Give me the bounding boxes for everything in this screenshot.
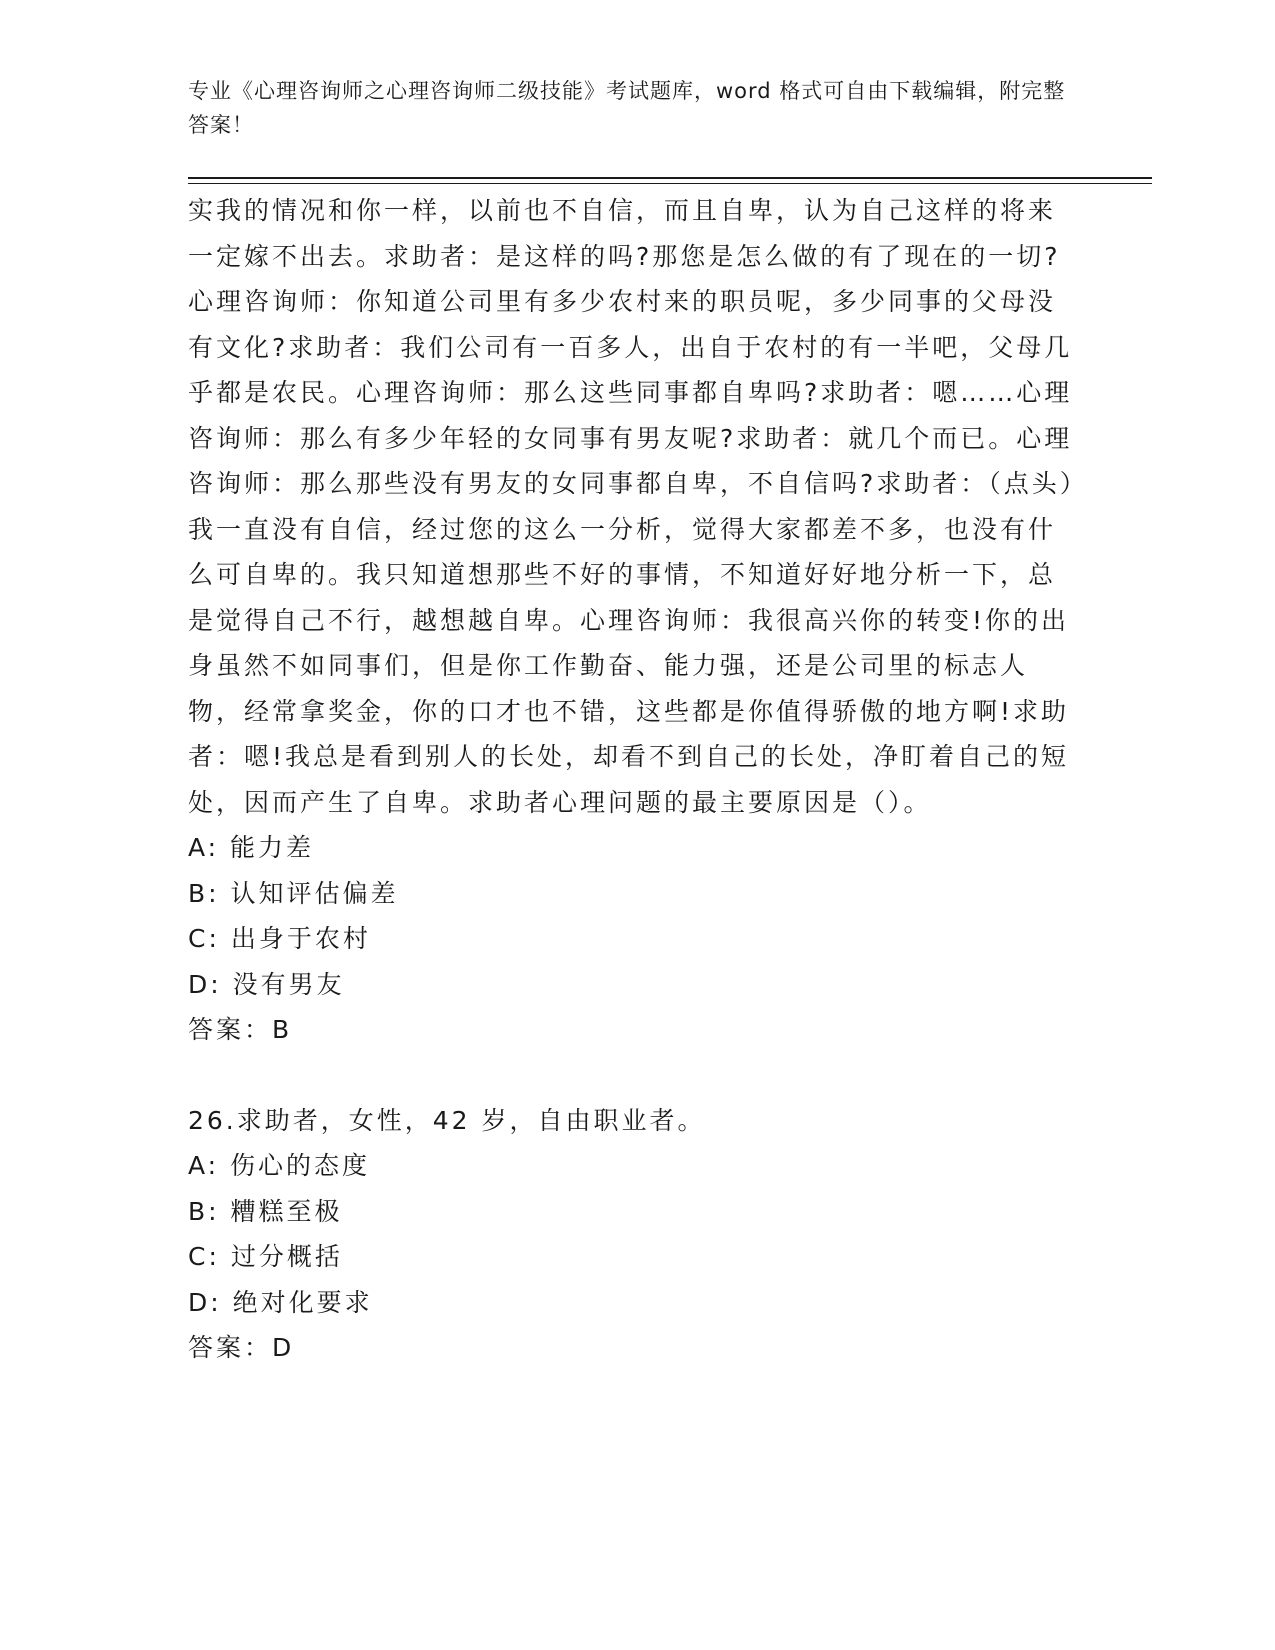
question-26-option-b: B: 糟糕至极 (188, 1196, 343, 1226)
document-header: 专业《心理咨询师之心理咨询师二级技能》考试题库，word 格式可自由下载编辑，附完整答案！ (188, 79, 1066, 137)
question-26-option-d: D: 绝对化要求 (188, 1287, 373, 1317)
question-25-option-d: D: 没有男友 (188, 969, 345, 999)
question-25-option-c: C: 出身于农村 (188, 924, 371, 953)
header-divider-thick (188, 177, 1152, 179)
question-spacer (188, 1053, 1076, 1098)
question-26-option-a: A: 伤心的态度 (188, 1151, 371, 1180)
question-26-option-c: C: 过分概括 (188, 1242, 343, 1271)
question-25-stem: 实我的情况和你一样，以前也不自信，而且自卑，认为自己这样的将来一定嫁不出去。求助者：是这样的吗?那您是怎么做的有了现在的一切?心理咨询师：你知道公司里有多少农村来的职员呢，多少同事的父母没有文化?求助者：我们公司有一百多人，出自于农村的有一半吧，父母几乎都是农民。心理咨询师：那么这些同事都自卑吗?求助者：嗯……心理咨询师：那么有多少年轻的女同事有男友呢?求助者：就几个而已。心理咨询师：那么那些没有男友的女同事都自卑，不自信吗?求助者：（点头）我一直没有自信，经过您的这么一分析，觉得大家都差不多，也没有什么可自卑的。我只知道想那些不好的事情，不知道好好地分析一下，总是觉得自己不行，越想越自卑。心理咨询师：我很高兴你的转变!你的出身虽然不如同事们，但是你工作勤奋、能力强，还是公司里的标志人物，经常拿奖金，你的口才也不错，这些都是你值得骄傲的地方啊!求助者：嗯!我总是看到别人的长处，却看不到自己的长处，净盯着自己的短处，因而产生了自卑。求助者心理问题的最主要原因是（）。 (188, 196, 1076, 817)
question-25-option-a: A: 能力差 (188, 833, 315, 862)
document-body (188, 188, 1076, 1371)
question-25-option-b: B: 认知评估偏差 (188, 878, 399, 908)
question-26-stem: 26.求助者，女性，42 岁，自由职业者。 (188, 1105, 706, 1135)
question-26-answer: 答案：D (188, 1333, 295, 1362)
question-25-answer: 答案：B (188, 1015, 293, 1044)
header-divider-thin (188, 183, 1152, 184)
